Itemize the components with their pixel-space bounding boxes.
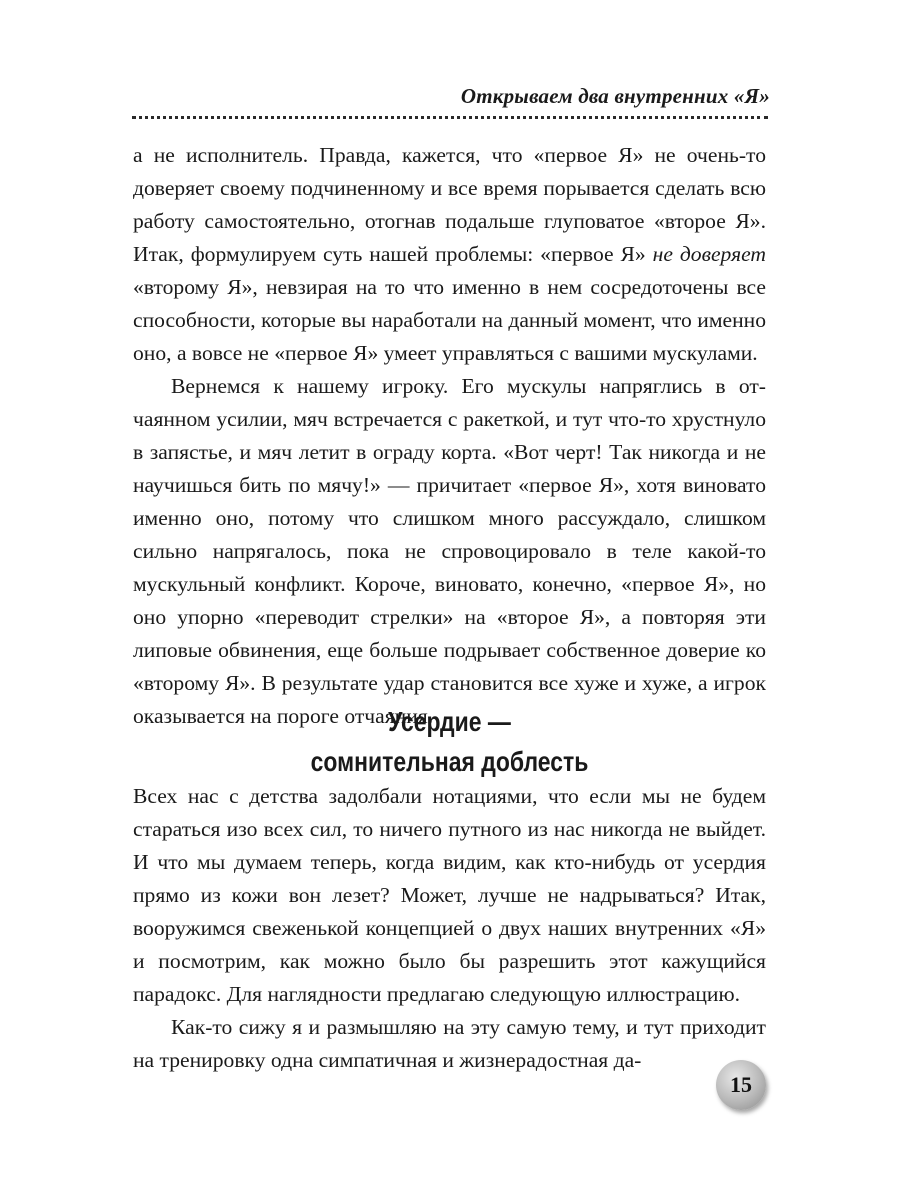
paragraph-anecdote: Как-то сижу я и размышляю на эту самую тему, и тут приходит на тренировку одна симпатичная и жизнерадостная да-	[133, 1015, 766, 1072]
page-number-badge	[716, 1060, 766, 1110]
page-number: 15	[730, 1072, 752, 1097]
section-heading	[190, 702, 709, 782]
dotted-rule	[132, 116, 768, 119]
text-block-bottom	[133, 780, 766, 1077]
running-head-title: Открываем два внутренних «Я»	[460, 84, 770, 108]
paragraph-player: Вернемся к нашему игроку. Его мускулы напряглись в отчаянном усилии, мяч встречается с ракеткой, и тут что-то хрустнуло в запястье, и мяч летит в ограду корта. «Вот черт! Так никогда и не научишься бить по мячу!» — причитает «первое Я», хотя виновато именно оно, потому что слишком много рассуждало, слишком сильно напрягалось, пока не спровоцировало в теле какой-то мускульный конфликт. Короче, виновато, конечно, «первое Я», но оно упорно «переводит стрелки» на «второе Я», а повторяя эти липовые обвинения, еще больше подрывает собственное доверие ко «второму Я». В результате удар становится все хуже и хуже, а игрок оказывается на пороге отчаяния.	[133, 374, 766, 728]
text-block-top	[133, 139, 766, 733]
paragraph-continuation: а не исполнитель. Правда, кажется, что «первое Я» не очень-то доверяет своему подчиненному и все время порывается сделать всю работу самостоятельно, отогнав подальше глуповатое «второе Я». Итак, формулируем суть нашей проблемы: «первое Я» не доверяет «второму Я», невзирая на то что именно в нем сосредоточены все способности, которые вы наработали на данный момент, что именно оно, а вовсе не «первое Я» умеет управляться с вашими мускулами.	[133, 143, 766, 365]
paragraph-diligence: Всех нас с детства задолбали нотациями, что если мы не будем стараться изо всех сил, то ничего путного из нас никогда не выйдет. И что мы думаем теперь, когда видим, как кто-нибудь от усердия прямо из кожи вон лезет? Может, лучше не надрываться? Итак, вооружимся свеженькой концепцией о двух наших внутренних «Я» и посмотрим, как можно было бы разрешить этот кажущийся парадокс. Для наглядности предлагаю следующую иллюстрацию.	[133, 784, 766, 1006]
section-heading-line-2: сомнительная доблесть	[310, 746, 589, 777]
section-heading-line-1: Усердие —	[388, 706, 511, 737]
emphasis-text: не доверяет	[652, 242, 766, 266]
